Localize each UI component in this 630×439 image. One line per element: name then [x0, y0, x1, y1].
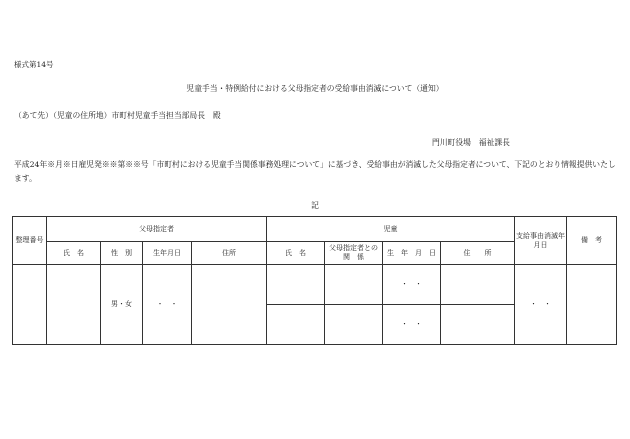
- form-number: 様式第14号: [14, 60, 54, 69]
- cell-seiri[interactable]: [13, 265, 47, 345]
- header-parent-birth: 生年月日: [143, 242, 192, 265]
- header-biko: 備 考: [567, 217, 617, 265]
- ki-heading: 記: [311, 201, 319, 210]
- header-child-address: 住 所: [441, 242, 515, 265]
- cell-child-relation-1[interactable]: [325, 265, 383, 305]
- cell-parent-gender[interactable]: 男・女: [101, 265, 143, 345]
- header-child-relation-label: 父母指定者との 関 係: [329, 244, 385, 261]
- addressee: （あて先）（児童の住所地）市町村児童手当担当部局長 殿: [14, 111, 221, 120]
- header-parent-address: 住所: [192, 242, 267, 265]
- cell-child-relation-2[interactable]: [325, 305, 383, 345]
- cell-child-birth-2[interactable]: ・ ・: [383, 305, 441, 345]
- cell-child-name-2[interactable]: [267, 305, 325, 345]
- body-text: 平成24年※月※日雇児発※※第※※号「市町村における児童手当関係事務処理について」に基づき、受給事由が消滅した父母指定者について、下記のとおり情報提供いたします。: [14, 160, 616, 183]
- cell-biko[interactable]: [567, 265, 617, 345]
- cell-parent-name[interactable]: [47, 265, 101, 345]
- sender: 門川町役場 福祉課長: [432, 138, 510, 147]
- header-parent-name: 氏 名: [47, 242, 101, 265]
- header-child-birth: 生 年 月 日: [383, 242, 441, 265]
- cell-shometsu-date[interactable]: ・ ・: [515, 265, 567, 345]
- cell-child-birth-1[interactable]: ・ ・: [383, 265, 441, 305]
- header-shometsu-date: [515, 217, 567, 265]
- header-parent-gender: 性 別: [101, 242, 143, 265]
- cell-parent-birth[interactable]: ・ ・: [143, 265, 192, 345]
- header-child-relation: [325, 242, 383, 265]
- header-parent-group: 父母指定者: [47, 217, 267, 242]
- info-table: [12, 216, 617, 345]
- header-seiri-bango: 整理番号: [13, 217, 47, 265]
- cell-child-name-1[interactable]: [267, 265, 325, 305]
- cell-parent-address[interactable]: [192, 265, 267, 345]
- header-child-name: 氏 名: [267, 242, 325, 265]
- cell-child-address-1[interactable]: [441, 265, 515, 305]
- header-shometsu-label: 支給事由消滅年月日: [516, 231, 565, 249]
- header-child-group: 児童: [267, 217, 515, 242]
- document-title: 児童手当・特例給付における父母指定者の受給事由消滅について（通知）: [186, 84, 444, 93]
- cell-child-address-2[interactable]: [441, 305, 515, 345]
